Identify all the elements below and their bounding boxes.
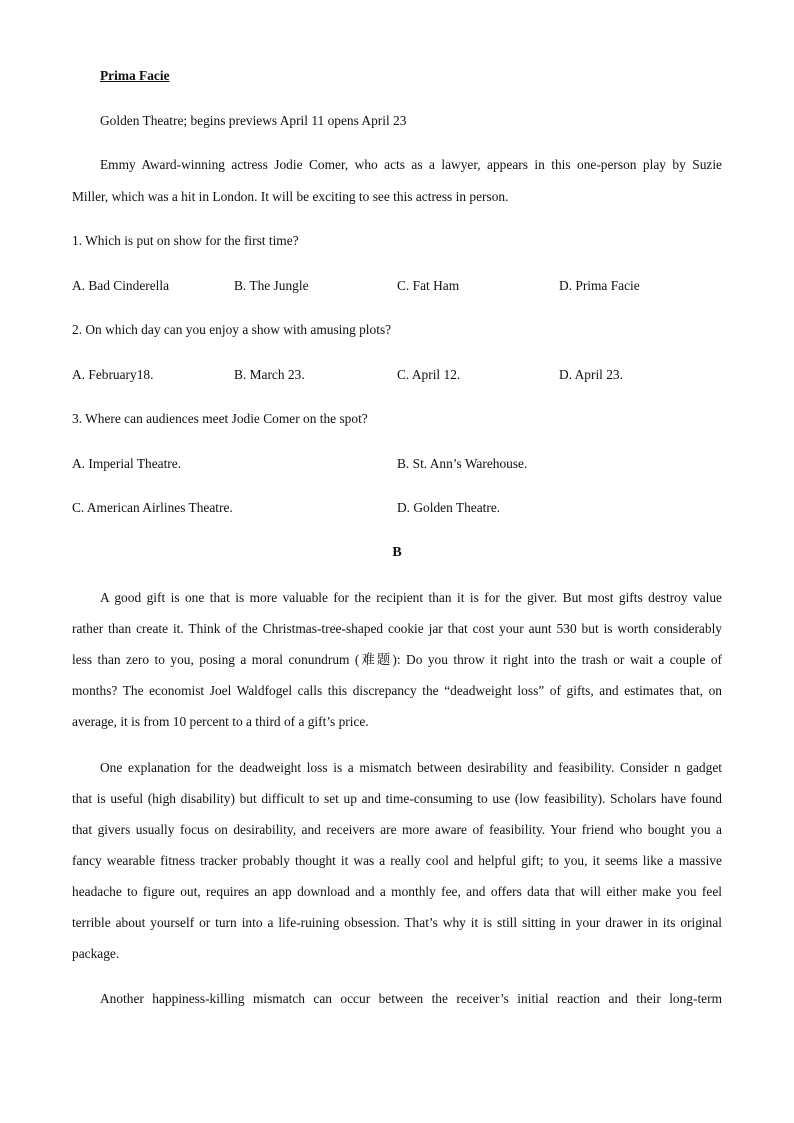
paragraph-line: package. (72, 946, 120, 961)
answer-option: D. Prima Facie (559, 278, 640, 293)
answer-option: C. Fat Ham (397, 278, 460, 293)
paragraph-line: headache to figure out, requires an app download and a monthly fee, and offers data that will either make you feel (72, 884, 722, 899)
paragraph-line: A good gift is one that is more valuable for the recipient than it is for the giver. But most gifts destroy value (100, 590, 722, 605)
paragraph-line: that is useful (high disability) but difficult to set up and time-consuming to use (low feasibility). Scholars have found (72, 791, 722, 806)
question-prompt: 2. On which day can you enjoy a show with amusing plots? (72, 322, 392, 337)
paragraph-line: months? The economist Joel Waldfogel calls this discrepancy the “deadweight loss” of gifts, and estimates that, on (72, 683, 722, 698)
answer-option: A. February18. (72, 367, 154, 382)
description-line: Miller, which was a hit in London. It will be exciting to see this actress in person. (72, 189, 509, 204)
paragraph-line: Another happiness-killing mismatch can occur between the receiver’s initial reaction and their long-term (100, 991, 722, 1006)
paragraph-line: fancy wearable fitness tracker probably thought it was a really cool and helpful gift; to you, it seems like a massive (72, 853, 722, 868)
paragraph-line: One explanation for the deadweight loss is a mismatch between desirability and feasibility. Consider n gadget (100, 760, 722, 775)
show-title: Prima Facie (100, 68, 170, 83)
paragraph-line: rather than create it. Think of the Christmas-tree-shaped cookie jar that cost your aunt 530 but is worth considerably (72, 621, 722, 636)
paragraph-line: average, it is from 10 percent to a third of a gift’s price. (72, 714, 369, 729)
description-line: Emmy Award-winning actress Jodie Comer, who acts as a lawyer, appears in this one-person play by Suzie (100, 157, 722, 172)
venue-line: Golden Theatre; begins previews April 11 opens April 23 (100, 113, 407, 128)
answer-option: D. April 23. (559, 367, 623, 382)
answer-option: A. Imperial Theatre. (72, 456, 182, 471)
answer-option: D. Golden Theatre. (397, 500, 501, 515)
question-prompt: 1. Which is put on show for the first time? (72, 233, 299, 248)
answer-option: B. St. Ann’s Warehouse. (397, 456, 528, 471)
question-prompt: 3. Where can audiences meet Jodie Comer on the spot? (72, 411, 368, 426)
paragraph-line: that givers usually focus on desirability, and receivers are more aware of feasibility. Your friend who bought you a (72, 822, 722, 837)
answer-option: C. American Airlines Theatre. (72, 500, 233, 515)
answer-option: B. March 23. (234, 367, 305, 382)
section-heading: B (392, 545, 402, 560)
answer-option: A. Bad Cinderella (72, 278, 170, 293)
answer-option: C. April 12. (397, 367, 461, 382)
answer-option: B. The Jungle (234, 278, 309, 293)
paragraph-line: less than zero to you, posing a moral conundrum (难题): Do you throw it right into the trash or wait a couple of (72, 652, 722, 667)
paragraph-line: terrible about yourself or turn into a life-ruining obsession. That’s why it is still sitting in your drawer in its original (72, 915, 722, 930)
